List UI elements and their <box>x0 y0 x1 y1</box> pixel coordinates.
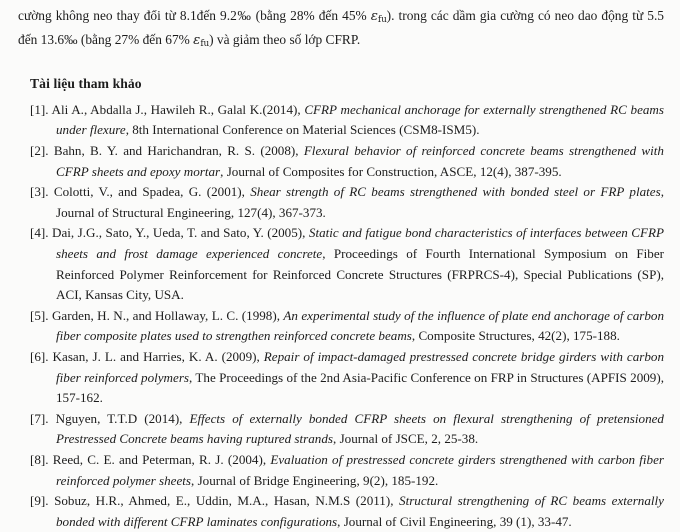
reference-title: Repair of impact-damaged prestressed concrete bridge girders with carbon fiber reinforced polymers <box>56 349 665 385</box>
reference-item <box>30 223 666 305</box>
reference-item <box>30 100 666 141</box>
reference-authors: Reed, C. E. and Peterman, R. J. (2004), <box>52 451 271 467</box>
paragraph-segment-1: cường không neo thay đổi từ 8.1đến 9.2‰ (bằng 28% đến 45% <box>18 8 371 23</box>
reference-number: [2]. <box>30 143 49 159</box>
reference-item <box>30 141 666 182</box>
reference-authors: Kasan, J. L. and Harries, K. A. (2009), <box>52 349 264 364</box>
reference-authors: Colotti, V., and Spadea, G. (2001), <box>53 184 251 200</box>
reference-source: , Journal of Civil Engineering, 39 (1), 33-47. <box>337 513 572 529</box>
reference-authors: Ali A., Abdalla J., Hawileh R., Galal K.(2014), <box>51 101 305 117</box>
reference-source: , Proceedings of Fourth International Symposium on Fiber Reinforced Polymer Reinforcement for Reinforced Concrete Structures (FRPRCS-4), Special Publications (SP), ACI, Kansas City, USA. <box>56 246 664 303</box>
paragraph-segment-3: ) và giảm theo số lớp CFRP. <box>209 32 361 48</box>
paragraph-segment-2: ). trong các dầm gia cường có neo dao động từ 5.5 đến 13.6‰ (bằng 27% đến 67% <box>18 8 664 48</box>
reference-title: Evaluation of prestressed concrete girders strengthened with carbon fiber reinforced polymer sheets <box>56 451 665 488</box>
reference-title: Structural strengthening of RC beams externally bonded with different CFRP laminates configurations <box>56 493 664 529</box>
reference-number: [1]. <box>30 101 49 117</box>
epsilon-symbol-2: $\varepsilon_{fu}$ <box>193 33 210 50</box>
reference-title: Effects of externally bonded CFRP sheets on flexural strengthening of pretensioned Prestressed Concrete beams having ruptured strands <box>56 410 664 447</box>
epsilon-subscript-2: fu <box>200 39 210 50</box>
reference-source: , 8th International Conference on Material Sciences (CSM8-ISM5). <box>125 122 480 138</box>
reference-item <box>30 347 666 409</box>
reference-number: [6]. <box>30 349 49 364</box>
reference-number: [4]. <box>30 225 49 241</box>
references-list <box>18 100 666 532</box>
reference-title: Static and fatigue bond characteristics of interfaces between CFRP sheets and frost damage experienced concrete <box>56 225 665 262</box>
reference-item <box>30 491 666 532</box>
reference-authors: Sobuz, H.R., Ahmed, E., Uddin, M.A., Hasan, N.M.S (2011), <box>54 493 400 509</box>
reference-item <box>30 306 666 347</box>
epsilon-subscript-1: fu <box>377 14 387 25</box>
reference-number: [7]. <box>30 410 49 426</box>
reference-source: , The Proceedings of the 2nd Asia-Pacific Conference on FRP in Structures (APFIS 2009), 157-162. <box>56 369 664 406</box>
reference-authors: Dai, J.G., Sato, Y., Ueda, T. and Sato, Y. (2005), <box>52 225 309 241</box>
reference-title: CFRP mechanical anchorage for externally strengthened RC beams under flexure <box>56 101 664 138</box>
reference-item <box>30 409 666 450</box>
reference-source: , Composite Structures, 42(2), 175-188. <box>411 328 620 344</box>
references-heading: Tài liệu tham khảo <box>30 75 142 91</box>
reference-number: [3]. <box>30 184 49 200</box>
reference-title: Shear strength of RC beams strengthened with bonded steel or FRP plates <box>250 184 661 200</box>
reference-source: , Journal of JSCE, 2, 25-38. <box>333 431 479 447</box>
reference-source: , Journal of Composites for Construction, ASCE, 12(4), 387-395. <box>220 163 562 179</box>
reference-title: Flexural behavior of reinforced concrete beams strengthened with CFRP sheets and epoxy mortar <box>56 143 664 179</box>
reference-number: [8]. <box>30 451 49 467</box>
reference-item <box>30 182 666 223</box>
reference-authors: Garden, H. N., and Hollaway, L. C. (1998), <box>51 307 284 323</box>
reference-authors: Bahn, B. Y. and Harichandran, R. S. (2008), <box>53 143 304 159</box>
body-paragraph <box>18 6 666 55</box>
reference-authors: Nguyen, T.T.D (2014), <box>55 410 190 426</box>
reference-number: [9]. <box>30 493 49 509</box>
reference-title: An experimental study of the influence of plate end anchorage of carbon fiber composite plates used to strengthen reinforced concrete beams <box>56 307 665 344</box>
epsilon-symbol-1: $\varepsilon_{fu}$ <box>370 9 387 25</box>
reference-number: [5]. <box>30 307 49 323</box>
reference-item <box>30 450 666 491</box>
reference-source: , Journal of Structural Engineering, 127(4), 367-373. <box>56 184 664 220</box>
reference-source: , Journal of Bridge Engineering, 9(2), 185-192. <box>191 472 439 488</box>
